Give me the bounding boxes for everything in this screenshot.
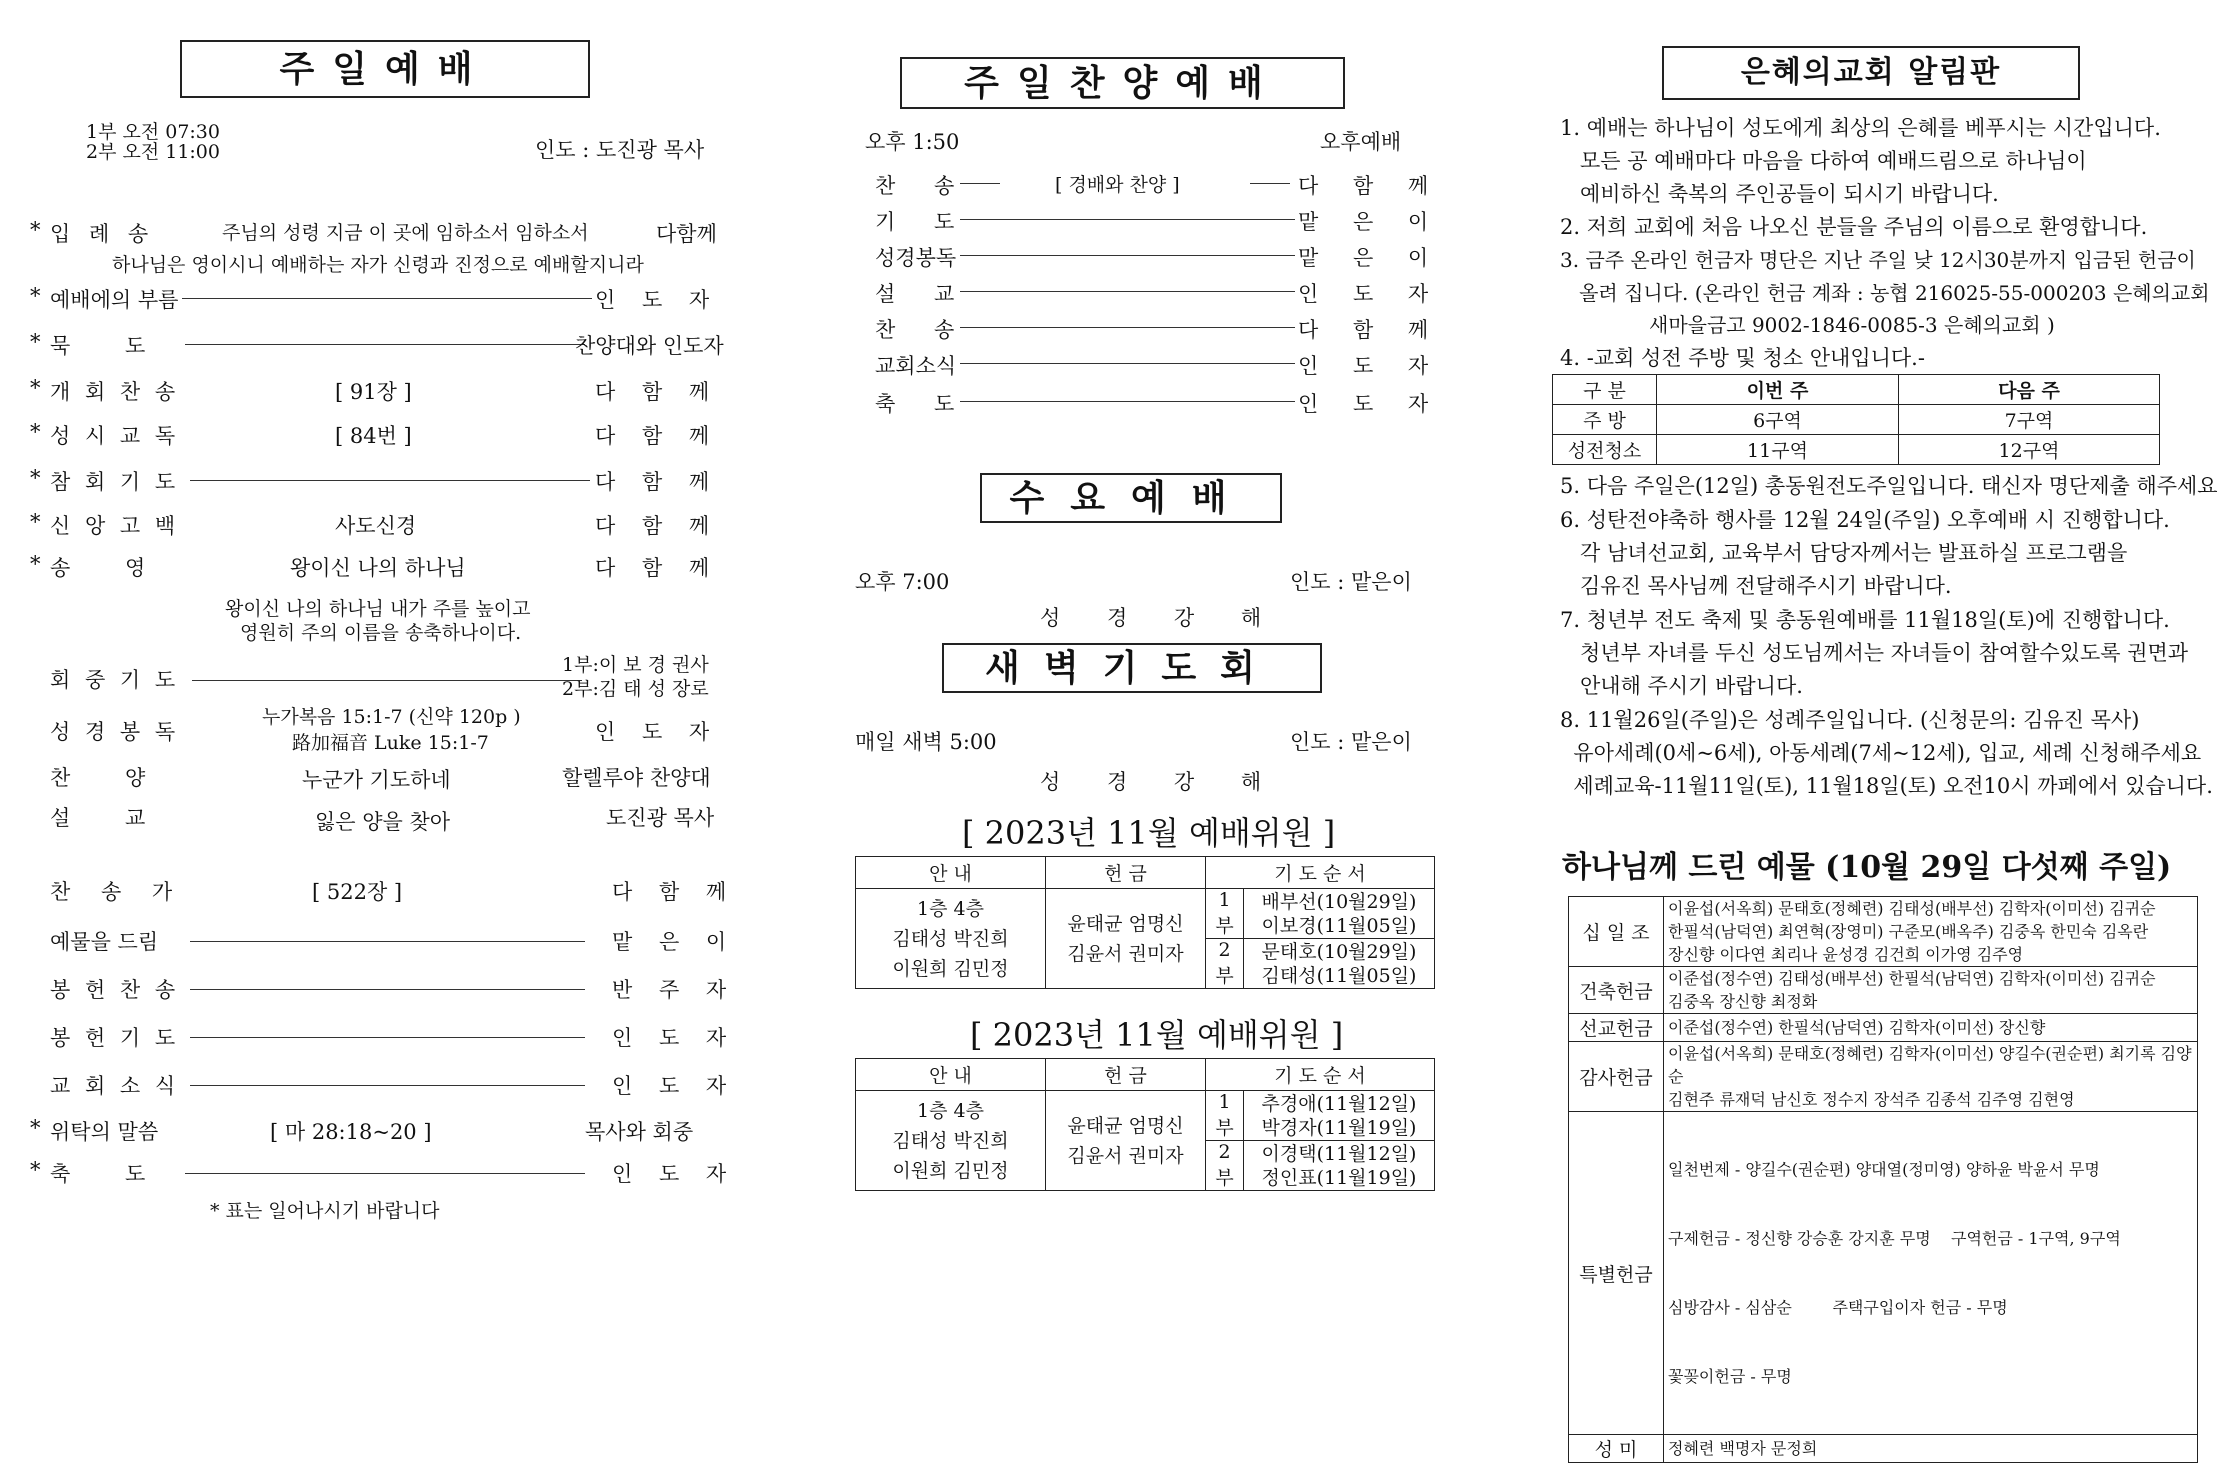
praise-item-who: 맡 은 이 <box>1298 246 1443 270</box>
dawn-title: 새벽기도회 <box>942 643 1322 693</box>
item-name: 신 앙 고 백 <box>50 514 180 538</box>
doxology-line-1: 왕이신 나의 하나님 내가 주를 높이고 <box>225 598 531 620</box>
praise-item-name: 찬 송 <box>875 174 971 198</box>
cleaning-header: 이번 주 <box>1657 375 1899 405</box>
item-mid: 왕이신 나의 하나님 <box>290 556 466 580</box>
offering-label: 특별헌금 <box>1569 1112 1664 1435</box>
offering-names: 이준섭(정수연) 김태성(배부선) 한필석(남덕연) 김학자(이미선) 김귀순 김중옥 장신향 최정화 <box>1664 967 2198 1014</box>
offering-names: 이준섭(정수연) 한필석(남덕연) 김학자(이미선) 장신향 <box>1664 1014 2198 1042</box>
item-star: * <box>30 284 41 308</box>
item-star: * <box>30 466 41 490</box>
dawn-leader: 인도 : 맡은이 <box>1290 730 1412 754</box>
notice-line: 안내해 주시기 바랍니다. <box>1560 674 1803 698</box>
standing-footnote: * 표는 일어나시기 바랍니다 <box>210 1200 440 1222</box>
cleaning-cell: 11구역 <box>1657 435 1899 465</box>
notices-column <box>1550 0 2222 1461</box>
sunday-time-2: 2부 오전 11:00 <box>86 141 220 163</box>
offerings-table <box>1568 896 2198 1463</box>
leader-line <box>960 183 1000 184</box>
praise-item-who: 인 도 자 <box>1298 392 1443 416</box>
sermon-mid: 잃은 양을 찾아 <box>315 810 451 834</box>
after-name: 봉 헌 찬 송 <box>50 978 180 1002</box>
prayer-part: 2부 <box>1206 939 1244 989</box>
leader-line <box>182 298 592 299</box>
praise-item-name: 축 도 <box>875 392 971 416</box>
committee-header: 헌 금 <box>1046 857 1206 889</box>
item-star: * <box>30 218 41 242</box>
bless-who: 인 도 자 <box>612 1162 737 1186</box>
prayer-who-2: 2부:김 태 성 장로 <box>562 678 709 700</box>
wednesday-title: 수요예배 <box>980 473 1282 523</box>
leader-line <box>960 255 1295 256</box>
committee-title-2: [ 2023년 11월 예배위원 ] <box>970 1016 1344 1054</box>
after-name: 봉 헌 기 도 <box>50 1026 180 1050</box>
sermon-who: 도진광 목사 <box>606 806 715 830</box>
wednesday-leader: 인도 : 맡은이 <box>1290 570 1412 594</box>
item-who: 다 함 께 <box>595 380 720 404</box>
notice-line: 모든 공 예배마다 마음을 다하여 예배드림으로 하나님이 <box>1560 149 2087 173</box>
notice-line: 청년부 자녀를 두신 성도님께서는 자녀들이 참여할수있도록 권면과 <box>1560 641 2189 665</box>
dawn-topic: 성 경 강 해 <box>1040 770 1282 794</box>
prayer-part: 1부 <box>1206 1091 1244 1141</box>
prayer-part: 1부 <box>1206 889 1244 939</box>
doxology-line-2: 영원히 주의 이름을 송축하나이다. <box>240 622 522 644</box>
committee-header: 헌 금 <box>1046 1059 1206 1091</box>
praise-item-name: 성경봉독 <box>875 246 957 270</box>
offering-names: 일천번제 - 양길수(권순편) 양대열(정미영) 양하윤 박윤서 무명 구제헌금 - 정신향 강승훈 강지훈 무명 구역헌금 - 1구역, 9구역 심방감사 - 심삼순 주택구입이자 헌금 - 무명 꽃꽂이헌금 - 무명 <box>1664 1112 2198 1435</box>
cleaning-cell: 6구역 <box>1657 405 1899 435</box>
offering-label: 감사헌금 <box>1569 1042 1664 1112</box>
wednesday-time: 오후 7:00 <box>855 570 950 594</box>
praise-label: 오후예배 <box>1320 130 1402 154</box>
reading-who: 인 도 자 <box>595 720 720 744</box>
after-who: 인 도 자 <box>612 1026 737 1050</box>
afternoon-column <box>850 0 1450 1258</box>
sunday-title: 주일예배 <box>180 40 590 98</box>
committee-header: 기 도 순 서 <box>1206 1059 1435 1091</box>
leader-line <box>185 344 585 345</box>
prayer-part: 2부 <box>1206 1141 1244 1191</box>
notice-line: 3. 금주 온라인 헌금자 명단은 지난 주일 낮 12시30분까지 입금된 헌금이 <box>1560 248 2196 272</box>
sermon-name: 설 교 <box>50 806 170 830</box>
praise-item-name: 설 교 <box>875 282 971 306</box>
reading-name: 성 경 봉 독 <box>50 720 180 744</box>
entrance-verse: 하나님은 영이시니 예배하는 자가 신령과 진정으로 예배할지니라 <box>112 254 644 276</box>
leader-line <box>960 291 1295 292</box>
leader-line <box>190 1037 585 1038</box>
choir-name: 찬 양 <box>50 766 170 790</box>
guide-cell: 1층 4층 김태성 박진희 이원희 김민정 <box>856 1091 1046 1191</box>
notice-line: 1. 예배는 하나님이 성도에게 최상의 은혜를 베푸시는 시간입니다. <box>1560 116 2161 140</box>
item-name: 입 례 송 <box>50 222 155 246</box>
prayer-who-1: 1부:이 보 경 권사 <box>562 654 709 676</box>
offering-label: 건축헌금 <box>1569 967 1664 1014</box>
prayer-names: 문태호(10월29일) 김태성(11월05일) <box>1244 939 1435 989</box>
praise-title: 주일찬양예배 <box>900 57 1345 109</box>
hymn-name: 찬 송 가 <box>50 880 185 904</box>
leader-line <box>190 989 585 990</box>
committee-header: 안 내 <box>856 857 1046 889</box>
offering-names: 이윤섭(서옥희) 문태호(정혜련) 김태성(배부선) 김학자(이미선) 김귀순 한필석(남덕연) 최연혁(장영미) 구준모(배옥주) 김중옥 한민숙 김옥란 장신향 이다연 최리나 윤성경 김건희 이가영 김주영 <box>1664 897 2198 967</box>
mandate-name: 위탁의 말씀 <box>50 1120 159 1144</box>
offering-names: 정혜련 백명자 문정희 <box>1664 1435 2198 1463</box>
prayer-names: 이경택(11월12일) 정인표(11월19일) <box>1244 1141 1435 1191</box>
cleaning-cell: 주 방 <box>1553 405 1657 435</box>
leader-line <box>192 680 582 681</box>
item-name: 참 회 기 도 <box>50 470 180 494</box>
notice-line: 올려 집니다. (온라인 헌금 계좌 : 농협 216025-55-000203 은혜의교회 <box>1560 281 2210 305</box>
praise-item-mid: [ 경배와 찬양 ] <box>1055 174 1180 196</box>
item-star: * <box>30 330 41 354</box>
item-name: 예배에의 부름 <box>50 288 179 312</box>
prayer-name: 회 중 기 도 <box>50 668 180 692</box>
mandate-mid: [ 마 28:18~20 ] <box>270 1120 432 1144</box>
item-who: 다 함 께 <box>595 556 720 580</box>
prayer-names: 배부선(10월29일) 이보경(11월05일) <box>1244 889 1435 939</box>
reading-ref-2: 路加福音 Luke 15:1-7 <box>292 732 489 754</box>
offerings-title: 하나님께 드린 예물 (10월 29일 다섯째 주일) <box>1562 850 2172 885</box>
wednesday-topic: 성 경 강 해 <box>1040 606 1282 630</box>
praise-item-who: 인 도 자 <box>1298 282 1443 306</box>
leader-line <box>960 401 1295 402</box>
praise-item-name: 찬 송 <box>875 318 971 342</box>
notice-line: 4. -교회 성전 주방 및 청소 안내입니다.- <box>1560 346 1925 370</box>
item-name: 송 영 <box>50 556 170 580</box>
offering-names: 이윤섭(서옥희) 문태호(정혜련) 김학자(이미선) 양길수(권순편) 최기록 김양순 김현주 류재덕 남신호 정수지 장석주 김종석 김주영 김현영 <box>1664 1042 2198 1112</box>
item-star: * <box>30 552 41 576</box>
item-name: 성 시 교 독 <box>50 424 180 448</box>
item-who: 다 함 께 <box>595 470 720 494</box>
mandate-who: 목사와 회중 <box>585 1120 694 1144</box>
committee-header: 기 도 순 서 <box>1206 857 1435 889</box>
notice-line: 각 남녀선교회, 교육부서 담당자께서는 발표하실 프로그램을 <box>1560 541 2128 565</box>
item-mid: [ 84번 ] <box>335 424 412 448</box>
choir-who: 할렐루야 찬양대 <box>562 766 711 790</box>
sunday-leader: 인도 : 도진광 목사 <box>535 138 705 162</box>
leader-line <box>185 1173 585 1174</box>
item-who: 다 함 께 <box>595 514 720 538</box>
offering-label: 선교헌금 <box>1569 1014 1664 1042</box>
praise-item-name: 기 도 <box>875 210 971 234</box>
notice-line: 유아세례(0세~6세), 아동세례(7세~12세), 입교, 세례 신청해주세요 <box>1560 741 2202 765</box>
offering-cell: 윤태균 엄명신 김윤서 권미자 <box>1046 1091 1206 1191</box>
notice-line: 김유진 목사님께 전달해주시기 바랍니다. <box>1560 574 1952 598</box>
after-who: 반 주 자 <box>612 978 737 1002</box>
after-name: 예물을 드림 <box>50 930 159 954</box>
cleaning-cell: 12구역 <box>1899 435 2160 465</box>
notices-title: 은혜의교회 알림판 <box>1662 46 2080 100</box>
praise-item-who: 맡 은 이 <box>1298 210 1443 234</box>
item-mid: [ 91장 ] <box>335 380 412 404</box>
offering-label: 십 일 조 <box>1569 897 1664 967</box>
cleaning-table <box>1552 374 2160 465</box>
notice-line: 예비하신 축복의 주인공들이 되시기 바랍니다. <box>1560 182 1999 206</box>
item-mid: 사도신경 <box>335 514 417 538</box>
committee-table-2 <box>855 1058 1435 1191</box>
notice-line: 세례교육-11월11일(토), 11월18일(토) 오전10시 까페에서 있습니다. <box>1560 774 2213 798</box>
item-who: 다함께 <box>656 222 717 246</box>
cleaning-header: 다음 주 <box>1899 375 2160 405</box>
committee-header: 안 내 <box>856 1059 1046 1091</box>
cleaning-cell: 성전청소 <box>1553 435 1657 465</box>
item-star: * <box>30 420 41 444</box>
praise-item-who: 인 도 자 <box>1298 354 1443 378</box>
leader-line <box>960 219 1295 220</box>
guide-cell: 1층 4층 김태성 박진희 이원희 김민정 <box>856 889 1046 989</box>
item-who: 다 함 께 <box>595 424 720 448</box>
leader-line <box>190 1085 585 1086</box>
hymn-who: 다 함 께 <box>612 880 737 904</box>
reading-ref-1: 누가복음 15:1-7 (신약 120p ) <box>262 706 521 728</box>
notice-line: 6. 성탄전야축하 행사를 12월 24일(주일) 오후예배 시 진행합니다. <box>1560 508 2170 532</box>
item-star: * <box>30 376 41 400</box>
item-who: 인 도 자 <box>595 288 720 312</box>
item-who: 찬양대와 인도자 <box>575 334 724 358</box>
committee-title-1: [ 2023년 11월 예배위원 ] <box>962 814 1336 852</box>
notice-line: 2. 저희 교회에 처음 나오신 분들을 주님의 이름으로 환영합니다. <box>1560 215 2148 239</box>
item-name: 개 회 찬 송 <box>50 380 180 404</box>
leader-line <box>960 363 1295 364</box>
bless-name: 축 도 <box>50 1162 170 1186</box>
leader-line <box>190 480 590 481</box>
offering-cell: 윤태균 엄명신 김윤서 권미자 <box>1046 889 1206 989</box>
leader-line <box>960 327 1295 328</box>
cleaning-cell: 7구역 <box>1899 405 2160 435</box>
item-name: 묵 도 <box>50 334 170 358</box>
prayer-names: 추경애(11월12일) 박경자(11월19일) <box>1244 1091 1435 1141</box>
praise-item-who: 다 함 께 <box>1298 174 1443 198</box>
choir-mid: 누군가 기도하네 <box>302 768 451 792</box>
hymn-mid: [ 522장 ] <box>312 880 403 904</box>
notice-line: 5. 다음 주일은(12일) 총동원전도주일입니다. 태신자 명단제출 해주세요 <box>1560 474 2218 498</box>
praise-time: 오후 1:50 <box>865 130 960 154</box>
praise-item-who: 다 함 께 <box>1298 318 1443 342</box>
notice-line: 8. 11월26일(주일)은 성례주일입니다. (신청문의: 김유진 목사) <box>1560 708 2140 732</box>
notice-line: 새마을금고 9002-1846-0085-3 은혜의교회 ) <box>1560 313 2055 337</box>
leader-line <box>190 941 585 942</box>
notice-line: 7. 청년부 전도 축제 및 총동원예배를 11월18일(토)에 진행합니다. <box>1560 608 2170 632</box>
dawn-time: 매일 새벽 5:00 <box>855 730 997 754</box>
sunday-time-1: 1부 오전 07:30 <box>86 121 220 143</box>
leader-line <box>1250 183 1290 184</box>
praise-item-name: 교회소식 <box>875 354 957 378</box>
after-who: 맡 은 이 <box>612 930 737 954</box>
item-mid: 주님의 성령 지금 이 곳에 임하소서 임하소서 <box>222 222 589 244</box>
item-star: * <box>30 510 41 534</box>
committee-table-1 <box>855 856 1435 989</box>
after-who: 인 도 자 <box>612 1074 737 1098</box>
cleaning-header: 구 분 <box>1553 375 1657 405</box>
sunday-service-column: 주일예배 1부 오전 07:30 2부 오전 11:00 인도 : 도진광 목사 * 입 례 송 주님의 성령 지금 이 곳에 임하소서 임하소서 다함께 하나님은 영이시니 예배하는 자가 신령과 진정으로 예배할지니라 * 예배에의 부름 인 도 자 * 묵 도 찬양대와 인도자 * 개 회 찬 송 [ 91장 ] 다 함 께 * 성 시 교 독 [ 84번 ] 다 함 께 * 참 회 기 도 다 함 께 * 신 앙 고 백 사도신경 다 함 께 * 송 영 왕이신 나의 하나님 다 함 께 왕이신 나의 하나님 내가 주를 높이고 영원히 주의 이름을 송축하나이다. 회 중 기 도 1부:이 보 경 권사 2부:김 태 성 장로 성 경 봉 독 누가복음 15:1-7 (신약 120p ) 路加福音 Luke 15:1-7 인 도 자 찬 양 누군가 기도하네 할렐루야 찬양대 설 교 잃은 양을 찾아 도진광 목사 찬 송 가 [ 522장 ] 다 함 께 예물을 드림 맡 은 이 봉 헌 찬 송 반 주 자 봉 헌 기 도 인 도 자 교 회 소 식 인 도 자 * 위탁의 말씀 [ 마 28:18~20 ] 목사와 회중 * 축 도 인 도 자 * 표는 일어나시기 바랍니다 <box>30 0 720 1258</box>
after-name: 교 회 소 식 <box>50 1074 180 1098</box>
offering-label: 성 미 <box>1569 1435 1664 1463</box>
